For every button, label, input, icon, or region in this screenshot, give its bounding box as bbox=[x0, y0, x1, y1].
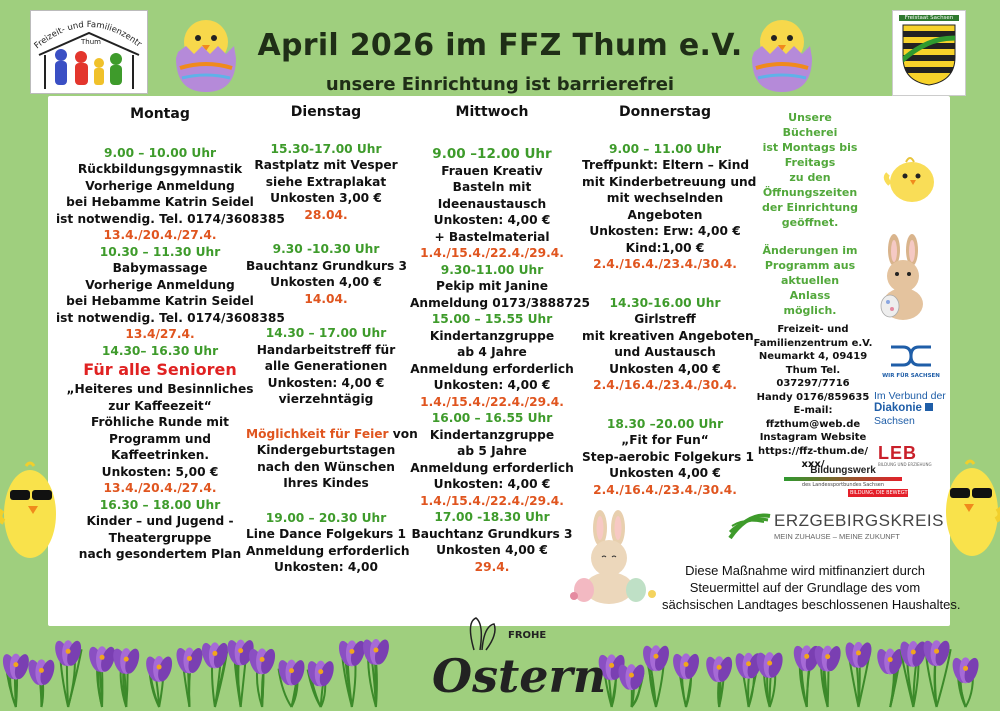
bildungswerk-title: Bildungswerk bbox=[810, 465, 876, 476]
crocus-center bbox=[934, 649, 939, 654]
frohe-text: FROHE bbox=[508, 630, 547, 641]
list-item: + Bastelmaterial bbox=[434, 229, 550, 244]
easter-bunny-eggs-image bbox=[560, 510, 670, 610]
list-item: Unkosten 4,00 € bbox=[436, 543, 548, 557]
bildungswerk-tagline: BILDUNG, DIE BEWEGT bbox=[850, 490, 908, 496]
list-item: Freitags bbox=[784, 156, 836, 169]
list-item: Diese Maßnahme wird mitfinanziert durch bbox=[685, 563, 925, 578]
list-item: Öffnungszeiten bbox=[762, 186, 858, 199]
leb-subtitle: BILDUNG UND ERZIEHUNG bbox=[878, 462, 932, 467]
wednesday-heading: Mittwoch bbox=[455, 104, 529, 120]
list-item: Frauen Kreativ bbox=[441, 163, 543, 178]
crocus-center bbox=[238, 648, 243, 653]
list-item: 16.30 – 18.00 Uhr bbox=[99, 497, 221, 512]
list-item: Kindergeburtstagen bbox=[256, 443, 396, 457]
list-item: Unsere Bücherei bbox=[782, 111, 838, 139]
list-item: und Austausch bbox=[614, 345, 716, 359]
list-item: Unkosten 3,00 € bbox=[270, 191, 382, 205]
list-item: „Fit for Fun“ bbox=[621, 433, 709, 447]
list-item: 29.4. bbox=[474, 559, 510, 574]
list-item: Girlstreff bbox=[634, 312, 696, 326]
list-item: Unkosten: 4,00 € bbox=[433, 378, 551, 392]
list-item: 1.4./15.4./22.4./29.4. bbox=[420, 493, 564, 508]
list-item: Steuermittel auf der Grundlage des vom bbox=[689, 580, 921, 595]
diakonie-logo bbox=[874, 390, 954, 427]
email-link[interactable]: ffzthum@web.de bbox=[765, 418, 861, 430]
list-item: Unkosten 4,00 € bbox=[609, 361, 721, 376]
library-note bbox=[760, 110, 860, 318]
list-item: 2.4./16.4./23.4./30.4. bbox=[593, 257, 737, 271]
list-item: Bauchtanz Grundkurs 3 bbox=[411, 526, 573, 541]
list-item: Vorherige Anmeldung bbox=[85, 277, 235, 292]
diakonie-line1: Im Verbund der bbox=[874, 390, 946, 402]
list-item: Ihres Kindes bbox=[283, 476, 369, 490]
list-item: bei Hebamme Katrin Seidel bbox=[66, 195, 254, 209]
list-item: geöffnet. bbox=[781, 216, 839, 229]
list-item: Unkosten 4,00 € bbox=[270, 275, 382, 289]
list-item: Thum Tel. bbox=[785, 364, 841, 376]
list-item: nach den Wünschen bbox=[257, 459, 395, 474]
list-item: Freizeit- und bbox=[777, 324, 849, 335]
list-item: Unkosten: 5,00 € bbox=[101, 464, 219, 479]
list-item: 15.30-17.00 Uhr bbox=[270, 141, 382, 156]
list-item: 18.30 –20.00 Uhr bbox=[606, 416, 724, 431]
list-item: Bauchtanz Grundkurs 3 bbox=[246, 258, 408, 273]
tuesday-heading: Dienstag bbox=[290, 104, 362, 120]
chick-image bbox=[882, 148, 942, 212]
list-item: 14.04. bbox=[304, 291, 348, 306]
list-item: Kinder – und Jugend - bbox=[86, 514, 234, 528]
crocus-flowers-right-image bbox=[590, 626, 1000, 707]
list-item: der Einrichtung bbox=[761, 201, 859, 214]
list-item: Kaffeetrinken. bbox=[110, 448, 210, 462]
erzgebirgskreis-tagline: MEIN ZUHAUSE – MEINE ZUKUNFT bbox=[774, 532, 900, 541]
list-item: aktuellen Anlass bbox=[780, 274, 840, 302]
frohe-ostern-lettering bbox=[424, 614, 607, 707]
crocus-center bbox=[13, 662, 18, 667]
crocus-center bbox=[888, 657, 893, 662]
list-item: Programm und bbox=[109, 431, 211, 446]
list-item: sächsischen Landtages beschlossenen Haushaltes. bbox=[662, 597, 961, 612]
list-item: „Heiteres und Besinnliches bbox=[66, 382, 254, 396]
list-item: mit Kinderbetreuung und bbox=[582, 174, 757, 189]
list-item: Unkosten: Erw: 4,00 € bbox=[589, 224, 741, 238]
list-item: Fröhliche Runde mit bbox=[90, 415, 230, 429]
erzgebirgskreis-name: ERZGEBIRGSKREIS bbox=[774, 511, 944, 530]
crocus-center bbox=[318, 669, 323, 674]
freistaat-sachsen-label: Freistaat Sachsen bbox=[899, 15, 959, 21]
crocus-center bbox=[124, 657, 129, 662]
list-item: Kind:1,00 € bbox=[625, 240, 705, 255]
list-item: 1.4./15.4./22.4./29.4. bbox=[420, 394, 564, 409]
tuesday-column bbox=[246, 104, 418, 576]
list-item: 14.30 – 17.00 Uhr bbox=[265, 326, 387, 340]
crocus-center bbox=[39, 668, 44, 673]
contact-block bbox=[752, 323, 874, 472]
list-item: Anmeldung 0173/3888725 bbox=[410, 295, 591, 310]
crocus-center bbox=[804, 654, 809, 659]
list-item: Anmeldung erforderlich bbox=[246, 543, 410, 558]
crocus-center bbox=[684, 662, 689, 667]
list-item: Programm aus bbox=[764, 259, 856, 272]
list-item: Neumarkt 4, 09419 bbox=[758, 351, 868, 362]
list-item: Instagram Website bbox=[759, 432, 867, 443]
crocus-center bbox=[911, 650, 916, 655]
party-option-suffix: von bbox=[388, 426, 418, 441]
crocus-center bbox=[187, 656, 192, 661]
list-item: Unkosten: 4,00 bbox=[274, 560, 378, 574]
bildungswerk-sub: des Landessportbundes Sachsen bbox=[801, 482, 885, 488]
ostern-text: Ostern bbox=[432, 649, 607, 703]
crocus-center bbox=[66, 649, 71, 654]
list-item: 13.4/27.4. bbox=[125, 327, 195, 341]
bildungswerk-logo bbox=[778, 465, 908, 497]
easter-chick-egg-right-image bbox=[746, 12, 818, 98]
list-item: 9.30 -10.30 Uhr bbox=[272, 242, 380, 256]
list-item: 037297/7716 bbox=[776, 378, 850, 389]
list-item: 13.4./20.4./27.4. bbox=[103, 228, 217, 242]
list-item: 14.30– 16.30 Uhr bbox=[101, 343, 219, 358]
crocus-center bbox=[654, 654, 659, 659]
list-item: Handy 0176/859635 bbox=[756, 391, 870, 403]
list-item: ist Montags bis bbox=[762, 141, 858, 154]
wir-fuer-sachsen-logo bbox=[880, 343, 942, 379]
list-item: Kindertanzgruppe bbox=[429, 328, 555, 343]
list-item: Treffpunkt: Eltern – Kind bbox=[582, 158, 750, 172]
leb-logo bbox=[878, 444, 938, 467]
list-item: Anmeldung erforderlich bbox=[410, 460, 574, 475]
list-item: ist notwendig. Tel. 0174/3608385 bbox=[56, 211, 285, 226]
list-item: bei Hebamme Katrin Seidel bbox=[66, 294, 254, 308]
list-item: Vorherige Anmeldung bbox=[85, 178, 235, 193]
freistaat-sachsen-logo bbox=[892, 10, 966, 96]
list-item: Unkosten: 4,00 € bbox=[433, 477, 551, 491]
list-item: siehe Extraplakat bbox=[265, 174, 387, 189]
website-link[interactable]: https://ffz-thum.de/ bbox=[758, 445, 868, 457]
list-item: 9.30-11.00 Uhr bbox=[440, 262, 544, 277]
crocus-center bbox=[289, 668, 294, 673]
leb-letters: LEB bbox=[878, 443, 917, 463]
list-item: 1.4./15.4./22.4./29.4. bbox=[420, 246, 564, 260]
crocus-center bbox=[629, 673, 634, 678]
list-item: Anmeldung erforderlich bbox=[410, 361, 574, 376]
list-item: Handarbeitstreff für bbox=[256, 342, 396, 357]
crocus-center bbox=[212, 651, 217, 656]
list-item: mit kreativen Angeboten bbox=[582, 328, 754, 343]
list-item: 9.00 – 11.00 Uhr bbox=[608, 141, 722, 156]
list-item: Basteln mit bbox=[452, 180, 532, 194]
crocus-center bbox=[260, 657, 265, 662]
list-item: alle Generationen bbox=[264, 359, 388, 373]
crocus-center bbox=[767, 661, 772, 666]
list-item: Änderungen im bbox=[762, 244, 858, 257]
crocus-center bbox=[717, 665, 722, 670]
list-item: Line Dance Folgekurs 1 bbox=[246, 527, 407, 541]
list-item: Ideenaustausch bbox=[437, 196, 547, 211]
list-item: Step-aerobic Folgekurs 1 bbox=[582, 449, 755, 464]
list-item: 9.00 –12.00 Uhr bbox=[432, 145, 552, 162]
crocus-flowers-left-image bbox=[0, 626, 412, 707]
list-item: E-mail: bbox=[793, 405, 833, 416]
party-option-label: Möglichkeit für Feier bbox=[246, 426, 389, 441]
ffz-logo-arc-text: Freizeit- und Familienzentr bbox=[32, 19, 144, 52]
list-item: 2.4./16.4./23.4./30.4. bbox=[593, 378, 737, 392]
list-item: Rückbildungsgymnastik bbox=[77, 162, 243, 176]
list-item: ab 4 Jahre bbox=[457, 345, 527, 359]
list-item: zur Kaffeezeit“ bbox=[108, 398, 212, 413]
page-title: April 2026 im FFZ Thum e.V. bbox=[257, 28, 743, 63]
crocus-center bbox=[349, 649, 354, 654]
bildungswerk-stripe bbox=[784, 477, 902, 481]
crocus-center bbox=[746, 661, 751, 666]
thursday-heading: Donnerstag bbox=[618, 104, 712, 120]
cool-chick-left-image bbox=[0, 462, 58, 578]
list-item: 10.30 – 11.30 Uhr bbox=[99, 244, 221, 259]
bunny-image bbox=[868, 236, 938, 326]
list-item: 2.4./16.4./23.4./30.4. bbox=[593, 482, 737, 497]
crocus-center bbox=[963, 666, 968, 671]
list-item: ist notwendig. Tel. 0174/3608385 bbox=[56, 310, 285, 325]
funding-notice bbox=[662, 562, 961, 613]
crocus-center bbox=[157, 664, 162, 669]
list-item: Unkosten: 4,00 € bbox=[267, 375, 385, 390]
list-item: 9.00 – 10.00 Uhr bbox=[103, 145, 217, 160]
cool-chick-right-image bbox=[942, 460, 1000, 576]
wednesday-column bbox=[410, 104, 591, 575]
list-item: mit wechselnden bbox=[606, 191, 724, 205]
list-item: nach gesondertem Plan bbox=[78, 547, 242, 561]
erzgebirgskreis-logo bbox=[728, 510, 944, 541]
list-item: 28.04. bbox=[304, 207, 348, 222]
crocus-center bbox=[373, 648, 378, 653]
crocus-center bbox=[100, 655, 105, 660]
list-item: Babymassage bbox=[112, 261, 208, 275]
list-item: Rastplatz mit Vesper bbox=[254, 158, 398, 172]
crocus-center bbox=[856, 650, 861, 655]
list-item: 16.00 – 16.55 Uhr bbox=[431, 411, 553, 425]
list-item: vierzehntägig bbox=[278, 392, 374, 406]
diakonie-line2: Diakonie bbox=[874, 402, 954, 415]
page-subtitle: unsere Einrichtung ist barrierefrei bbox=[325, 74, 675, 95]
list-item: Familienzentrum e.V. bbox=[753, 337, 873, 349]
list-item: Kindertanzgruppe bbox=[429, 427, 555, 442]
list-item: 15.00 – 15.55 Uhr bbox=[431, 312, 553, 326]
list-item: 19.00 – 20.30 Uhr bbox=[265, 510, 387, 525]
list-item: Unkosten: 4,00 € bbox=[433, 213, 551, 227]
list-item: Unkosten 4,00 € bbox=[609, 466, 721, 480]
list-item: Theatergruppe bbox=[108, 530, 212, 545]
crocus-center bbox=[609, 663, 614, 668]
list-item: 13.4./20.4./27.4. bbox=[103, 481, 217, 495]
list-item: Angeboten bbox=[627, 207, 703, 222]
ffz-logo-place: Thum bbox=[81, 38, 101, 46]
list-item: 17.00 -18.30 Uhr bbox=[434, 510, 550, 524]
diakonie-line3: Sachsen bbox=[874, 415, 915, 427]
list-item: möglich. bbox=[783, 304, 837, 317]
seniors-highlight: Für alle Senioren bbox=[83, 360, 237, 379]
monday-heading: Montag bbox=[130, 106, 190, 122]
crocus-center bbox=[825, 654, 830, 659]
list-item: Pekip mit Janine bbox=[436, 279, 548, 293]
website-link-cont[interactable]: xxx/ bbox=[801, 459, 825, 470]
wir-fuer-sachsen-label: WIR FÜR SACHSEN bbox=[882, 373, 940, 379]
diakonie-cross-icon bbox=[925, 403, 933, 411]
list-item bbox=[246, 426, 418, 443]
list-item: ab 5 Jahre bbox=[457, 444, 527, 458]
list-item: 14.30-16.00 Uhr bbox=[609, 295, 721, 310]
monday-column bbox=[56, 106, 285, 563]
thursday-column bbox=[582, 104, 757, 498]
list-item: zu den bbox=[789, 171, 831, 184]
